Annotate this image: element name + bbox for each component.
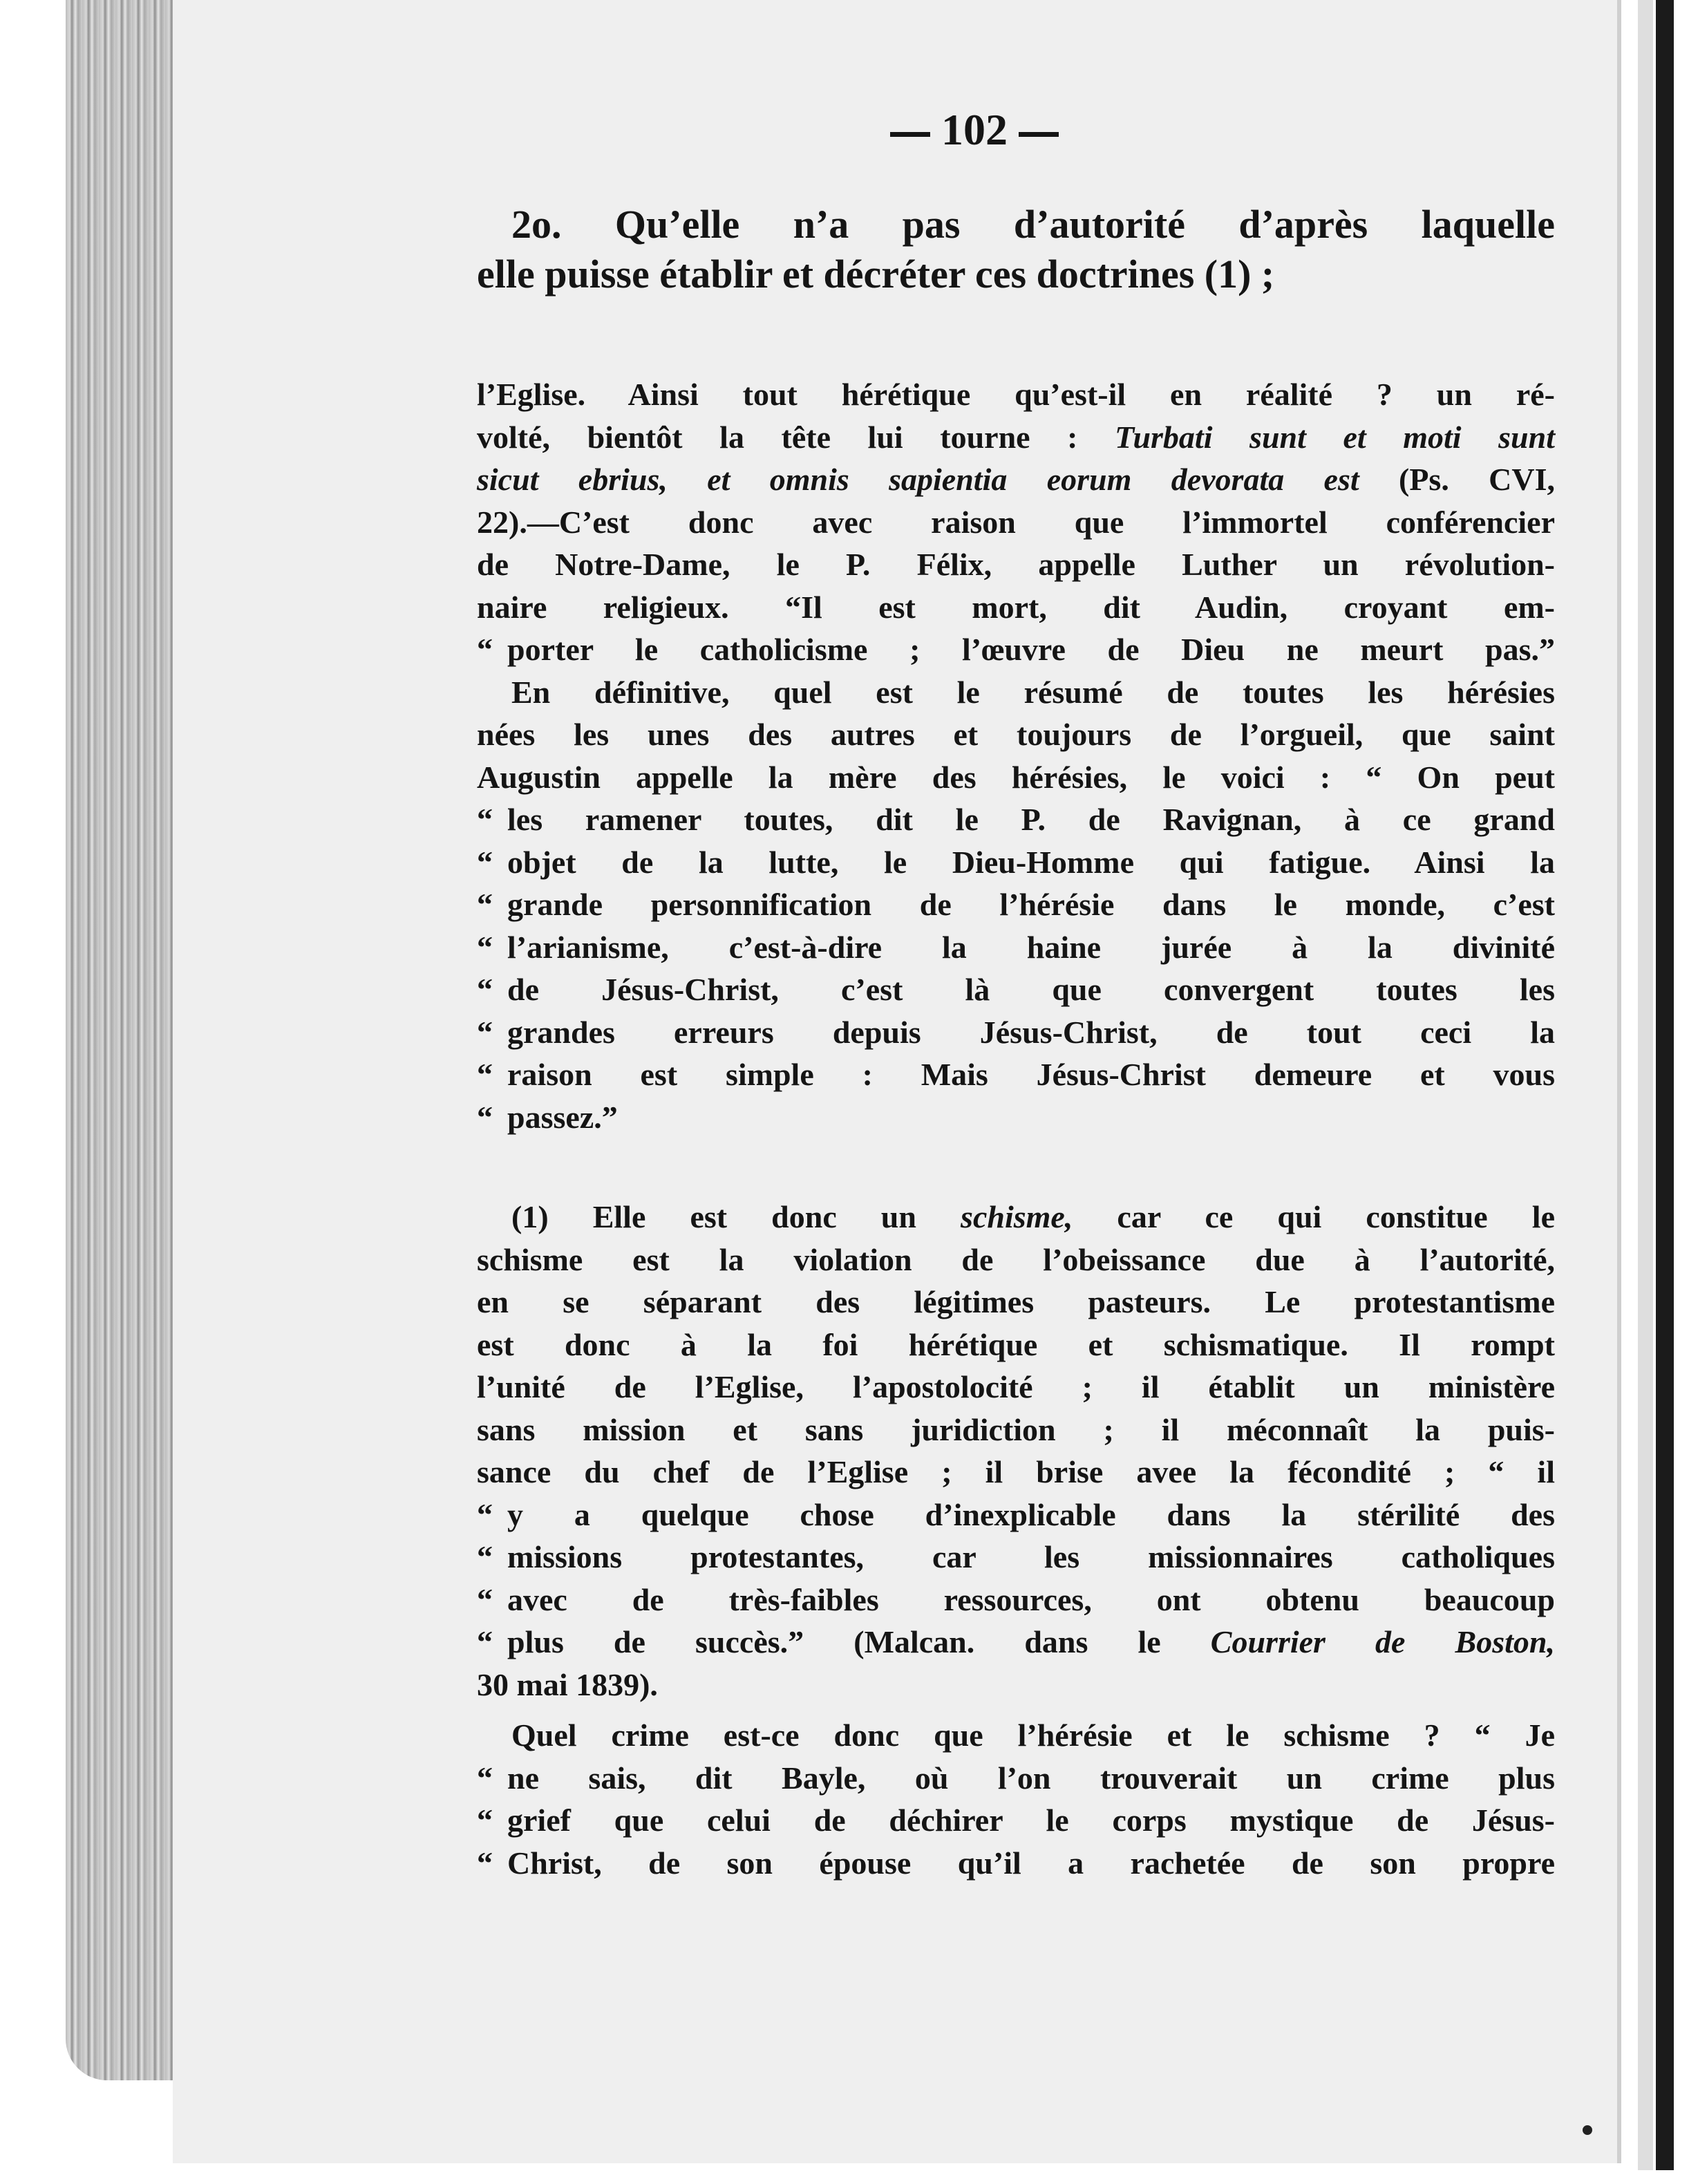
quote-line	[477, 1757, 1555, 1800]
binding-edge	[1656, 0, 1674, 2170]
newspaper-title: Courrier de Boston,	[1210, 1624, 1556, 1659]
text-span: avec de très-faibles ressources, ont obtenu beaucoup	[507, 1581, 1555, 1617]
quote-mark: “	[477, 1014, 493, 1050]
text-line: Augustin appelle la mère des hérésies, le voici : “ On peut	[477, 759, 1555, 795]
quote-line	[477, 1579, 1555, 1621]
footnote-line: est donc à la foi hérétique et schismatique. Il rompt	[477, 1326, 1555, 1362]
quote-mark: “	[477, 1624, 493, 1659]
quote-mark: “	[477, 1057, 493, 1092]
text-span: grandes erreurs depuis Jésus-Christ, de tout ceci la	[507, 1014, 1555, 1050]
text-line: l’Eglise. Ainsi tout hérétique qu’est-il en réalité ? un ré-	[477, 377, 1555, 412]
quote-mark: “	[477, 1496, 493, 1532]
text-span: y a quelque chose d’inexplicable dans la stérilité des	[507, 1496, 1555, 1532]
statement-line: elle puisse établir et décréter ces doctrines (1) ;	[477, 252, 1275, 296]
quote-line	[477, 1799, 1555, 1842]
text-span: volté, bientôt la tête lui tourne :	[477, 419, 1115, 455]
quote-mark: “	[477, 929, 493, 965]
text-span: Christ, de son épouse qu’il a rachetée de son propre	[507, 1845, 1555, 1881]
text-line: nées les unes des autres et toujours de l’orgueil, que saint	[477, 717, 1555, 752]
statement	[477, 200, 1555, 300]
quote-mark: “	[477, 844, 493, 880]
text-span: grief que celui de déchirer le corps mystique de Jésus-	[507, 1802, 1555, 1838]
quote-mark: “	[477, 802, 493, 837]
quote-mark: “	[477, 1845, 493, 1881]
ink-speck	[1583, 2125, 1592, 2135]
italic-term: schisme,	[961, 1199, 1073, 1234]
quote-mark: “	[477, 1539, 493, 1574]
quote-line	[477, 1011, 1555, 1054]
statement-line: 2o. Qu’elle n’a pas d’autorité d’après laquelle	[511, 202, 1555, 247]
text-span: plus de succès.” (Malcan. dans le	[507, 1624, 1211, 1659]
quote-line	[477, 1494, 1555, 1536]
quote-line	[477, 1053, 1555, 1096]
page-number: 102	[941, 105, 1008, 154]
quote-line	[477, 841, 1555, 884]
text-span: ne sais, dit Bayle, où l’on trouverait un crime plus	[507, 1760, 1555, 1796]
quote-line	[477, 628, 1555, 671]
text-line: naire religieux. “Il est mort, dit Audin, croyant em-	[477, 589, 1555, 625]
quote-line	[477, 968, 1555, 1011]
quote-line	[477, 883, 1555, 926]
text-span: (1) Elle est donc un	[511, 1199, 961, 1234]
text-span: l’arianisme, c’est-à-dire la haine jurée à la divinité	[507, 929, 1555, 965]
footnote	[477, 1196, 1555, 1706]
text-span: missions protestantes, car les missionnaires catholiques	[507, 1539, 1555, 1574]
text-span: raison est simple : Mais Jésus-Christ demeure et vous	[507, 1057, 1555, 1092]
body-text-1	[477, 373, 1555, 1138]
quote-line	[477, 926, 1555, 969]
quote-mark: “	[477, 1099, 493, 1135]
text-span: porter le catholicisme ; l’œuvre de Dieu ne meurt pas.”	[507, 632, 1555, 667]
quote-mark: “	[477, 1802, 493, 1838]
quote-line	[477, 1536, 1555, 1579]
text-line: 22).—C’est donc avec raison que l’immortel conférencier	[477, 504, 1555, 540]
footnote-line: en se séparant des légitimes pasteurs. Le protestantisme	[477, 1284, 1555, 1319]
text-span: grande personnification de l’hérésie dans le monde, c’est	[507, 887, 1555, 922]
scan-margin	[0, 0, 69, 2184]
quote-mark: “	[477, 1760, 493, 1796]
text-line	[477, 458, 1555, 501]
text-line: Quel crime est-ce donc que l’hérésie et le schisme ? “ Je	[511, 1717, 1555, 1753]
text-span: objet de la lutte, le Dieu-Homme qui fatigue. Ainsi la	[507, 844, 1555, 880]
dash-left	[890, 132, 930, 137]
latin-quote: sicut ebrius, et omnis sapientia eorum devorata est	[477, 462, 1359, 497]
page-number-header	[815, 95, 1133, 164]
quote-mark: “	[477, 632, 493, 667]
text-line: de Notre-Dame, le P. Félix, appelle Luther un révolution-	[477, 547, 1555, 582]
quote-line	[477, 1621, 1555, 1664]
dash-right	[1019, 132, 1059, 137]
footnote-line: sans mission et sans juridiction ; il méconnaît la puis-	[477, 1411, 1555, 1447]
footnote-line: sance du chef de l’Eglise ; il brise avee la fécondité ; “ il	[477, 1454, 1555, 1489]
text-line	[477, 416, 1555, 459]
quote-mark: “	[477, 887, 493, 922]
quote-mark: “	[477, 1581, 493, 1617]
footnote-line: 30 mai 1839).	[477, 1666, 658, 1702]
text-span: car ce qui constitue le	[1073, 1199, 1555, 1234]
footnote-line: l’unité de l’Eglise, l’apostolocité ; il établit un ministère	[477, 1369, 1555, 1404]
footnote-line: schisme est la violation de l’obeissance due à l’autorité,	[477, 1241, 1555, 1277]
latin-quote: Turbati sunt et moti sunt	[1115, 419, 1556, 455]
footnote-line	[477, 1196, 1555, 1239]
quote-mark: “	[477, 972, 493, 1007]
text-span: passez.”	[507, 1099, 618, 1135]
text-line: En définitive, quel est le résumé de toutes les hérésies	[511, 674, 1555, 710]
text-span: de Jésus-Christ, c’est là que convergent toutes les	[507, 972, 1555, 1007]
quote-line	[477, 798, 1555, 841]
text-span: les ramener toutes, dit le P. de Ravignan, à ce grand	[507, 802, 1555, 837]
text-span: (Ps. CVI,	[1359, 462, 1555, 497]
body-text-2	[477, 1714, 1555, 1884]
binding-shadow	[1638, 0, 1653, 2170]
quote-line	[477, 1096, 1555, 1139]
quote-line	[477, 1842, 1555, 1885]
